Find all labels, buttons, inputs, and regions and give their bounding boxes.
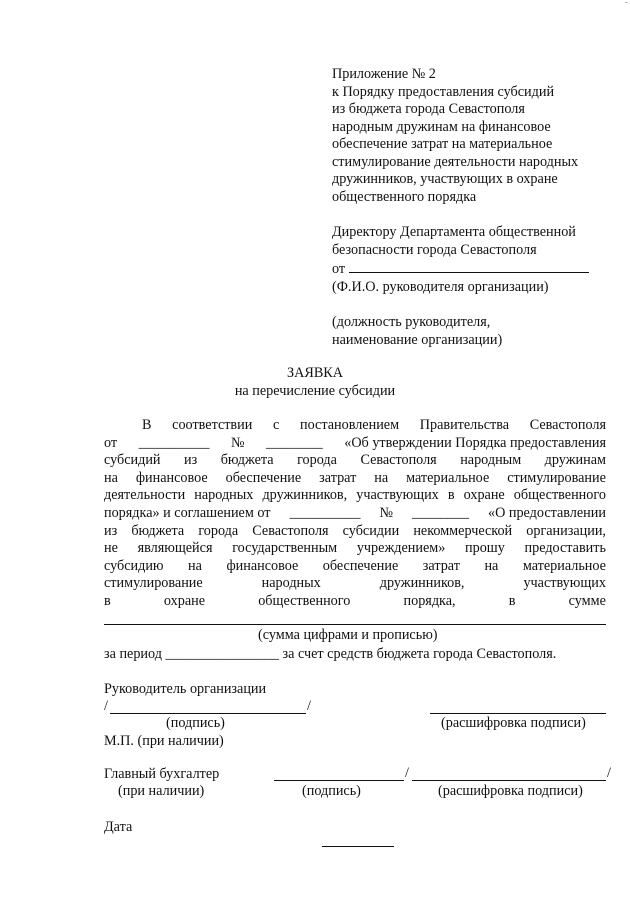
addressee-line: безопасности города Севастополя [332, 241, 537, 258]
body-line: не являющейся государственным учреждением» прошу предоставить [104, 540, 606, 557]
accountant-slash-mid: / [405, 765, 409, 781]
head-signature-line [110, 713, 306, 714]
addressee-line: Директору Департамента общественной [332, 224, 576, 240]
body-line: субсидию на финансовое обеспечение затрат на материальное [104, 557, 606, 574]
from-blank [349, 259, 589, 273]
body-line: в охране общественного порядка, в сумме [104, 592, 606, 609]
head-label: Руководитель организации [104, 681, 267, 697]
request-paragraph [104, 417, 606, 611]
head-decoding-hint: (расшифровка подписи) [441, 715, 586, 731]
body-line: от __________ № ________ «Об утверждении Порядка предоставления [104, 434, 606, 451]
position-hint-line: (должность руководителя, [332, 314, 491, 330]
annex-line: дружинников, участвующих в охране [332, 171, 558, 187]
body-line: на финансовое обеспечение затрат на материальное стимулирование [104, 469, 606, 486]
amount-line [104, 624, 606, 625]
head-decoding-line [430, 713, 606, 714]
accountant-signature-hint: (подпись) [302, 783, 361, 799]
annex-line: общественного порядка [332, 188, 477, 205]
annex-line: из бюджета города Севастополя [332, 101, 525, 117]
period-blank: ________________ [165, 646, 279, 662]
accountant-sub: (при наличии) [118, 783, 205, 799]
body-line: деятельности народных дружинников, участвующих в охране общественного [104, 487, 606, 504]
body-line: порядка» и соглашением от __________ № ________ «О предоставлении [104, 504, 606, 521]
from-label: от [332, 261, 346, 277]
annex-line: народным дружинам на финансовое [332, 118, 551, 135]
date-line [322, 846, 394, 847]
annex-line: к Порядку предоставления субсидий [332, 83, 555, 100]
accountant-signature-line [274, 780, 404, 781]
corner-mark: - [624, 0, 628, 8]
accountant-slash-end: / [607, 765, 611, 781]
document-subtitle: на перечисление субсидии [234, 383, 396, 399]
body-line: В соответствии с постановлением Правительства Севастополя [142, 417, 606, 433]
document-title: ЗАЯВКА [287, 365, 343, 381]
from-hint: (Ф.И.О. руководителя организации) [332, 278, 549, 295]
position-hint-line: наименование организации) [332, 331, 503, 348]
head-signature-hint: (подпись) [166, 715, 225, 731]
body-line: из бюджета города Севастополя субсидии некоммерческой организации, [104, 522, 606, 539]
stamp-label: М.П. (при наличии) [104, 733, 224, 749]
period-line [104, 646, 556, 664]
head-slash-left: / [104, 698, 108, 714]
body-line: субсидий из бюджета города Севастополя народным дружинам [104, 452, 606, 469]
accountant-decoding-hint: (расшифровка подписи) [438, 783, 583, 799]
annex-header [332, 66, 622, 349]
accountant-label: Главный бухгалтер [104, 766, 220, 782]
body-line: стимулирование народных дружинников, участвующих [104, 575, 606, 592]
amount-hint: (сумма цифрами и прописью) [258, 627, 438, 643]
period-suffix: за счет средств бюджета города Севастополя. [282, 646, 557, 662]
head-slash-right: / [307, 698, 311, 714]
date-label: Дата [104, 819, 133, 835]
annex-line: Приложение № 2 [332, 66, 436, 82]
accountant-decoding-line [412, 780, 606, 781]
from-line [332, 259, 622, 279]
annex-line: стимулирование деятельности народных [332, 153, 579, 170]
period-prefix: за период [104, 646, 162, 662]
annex-line: обеспечение затрат на материальное [332, 136, 553, 152]
